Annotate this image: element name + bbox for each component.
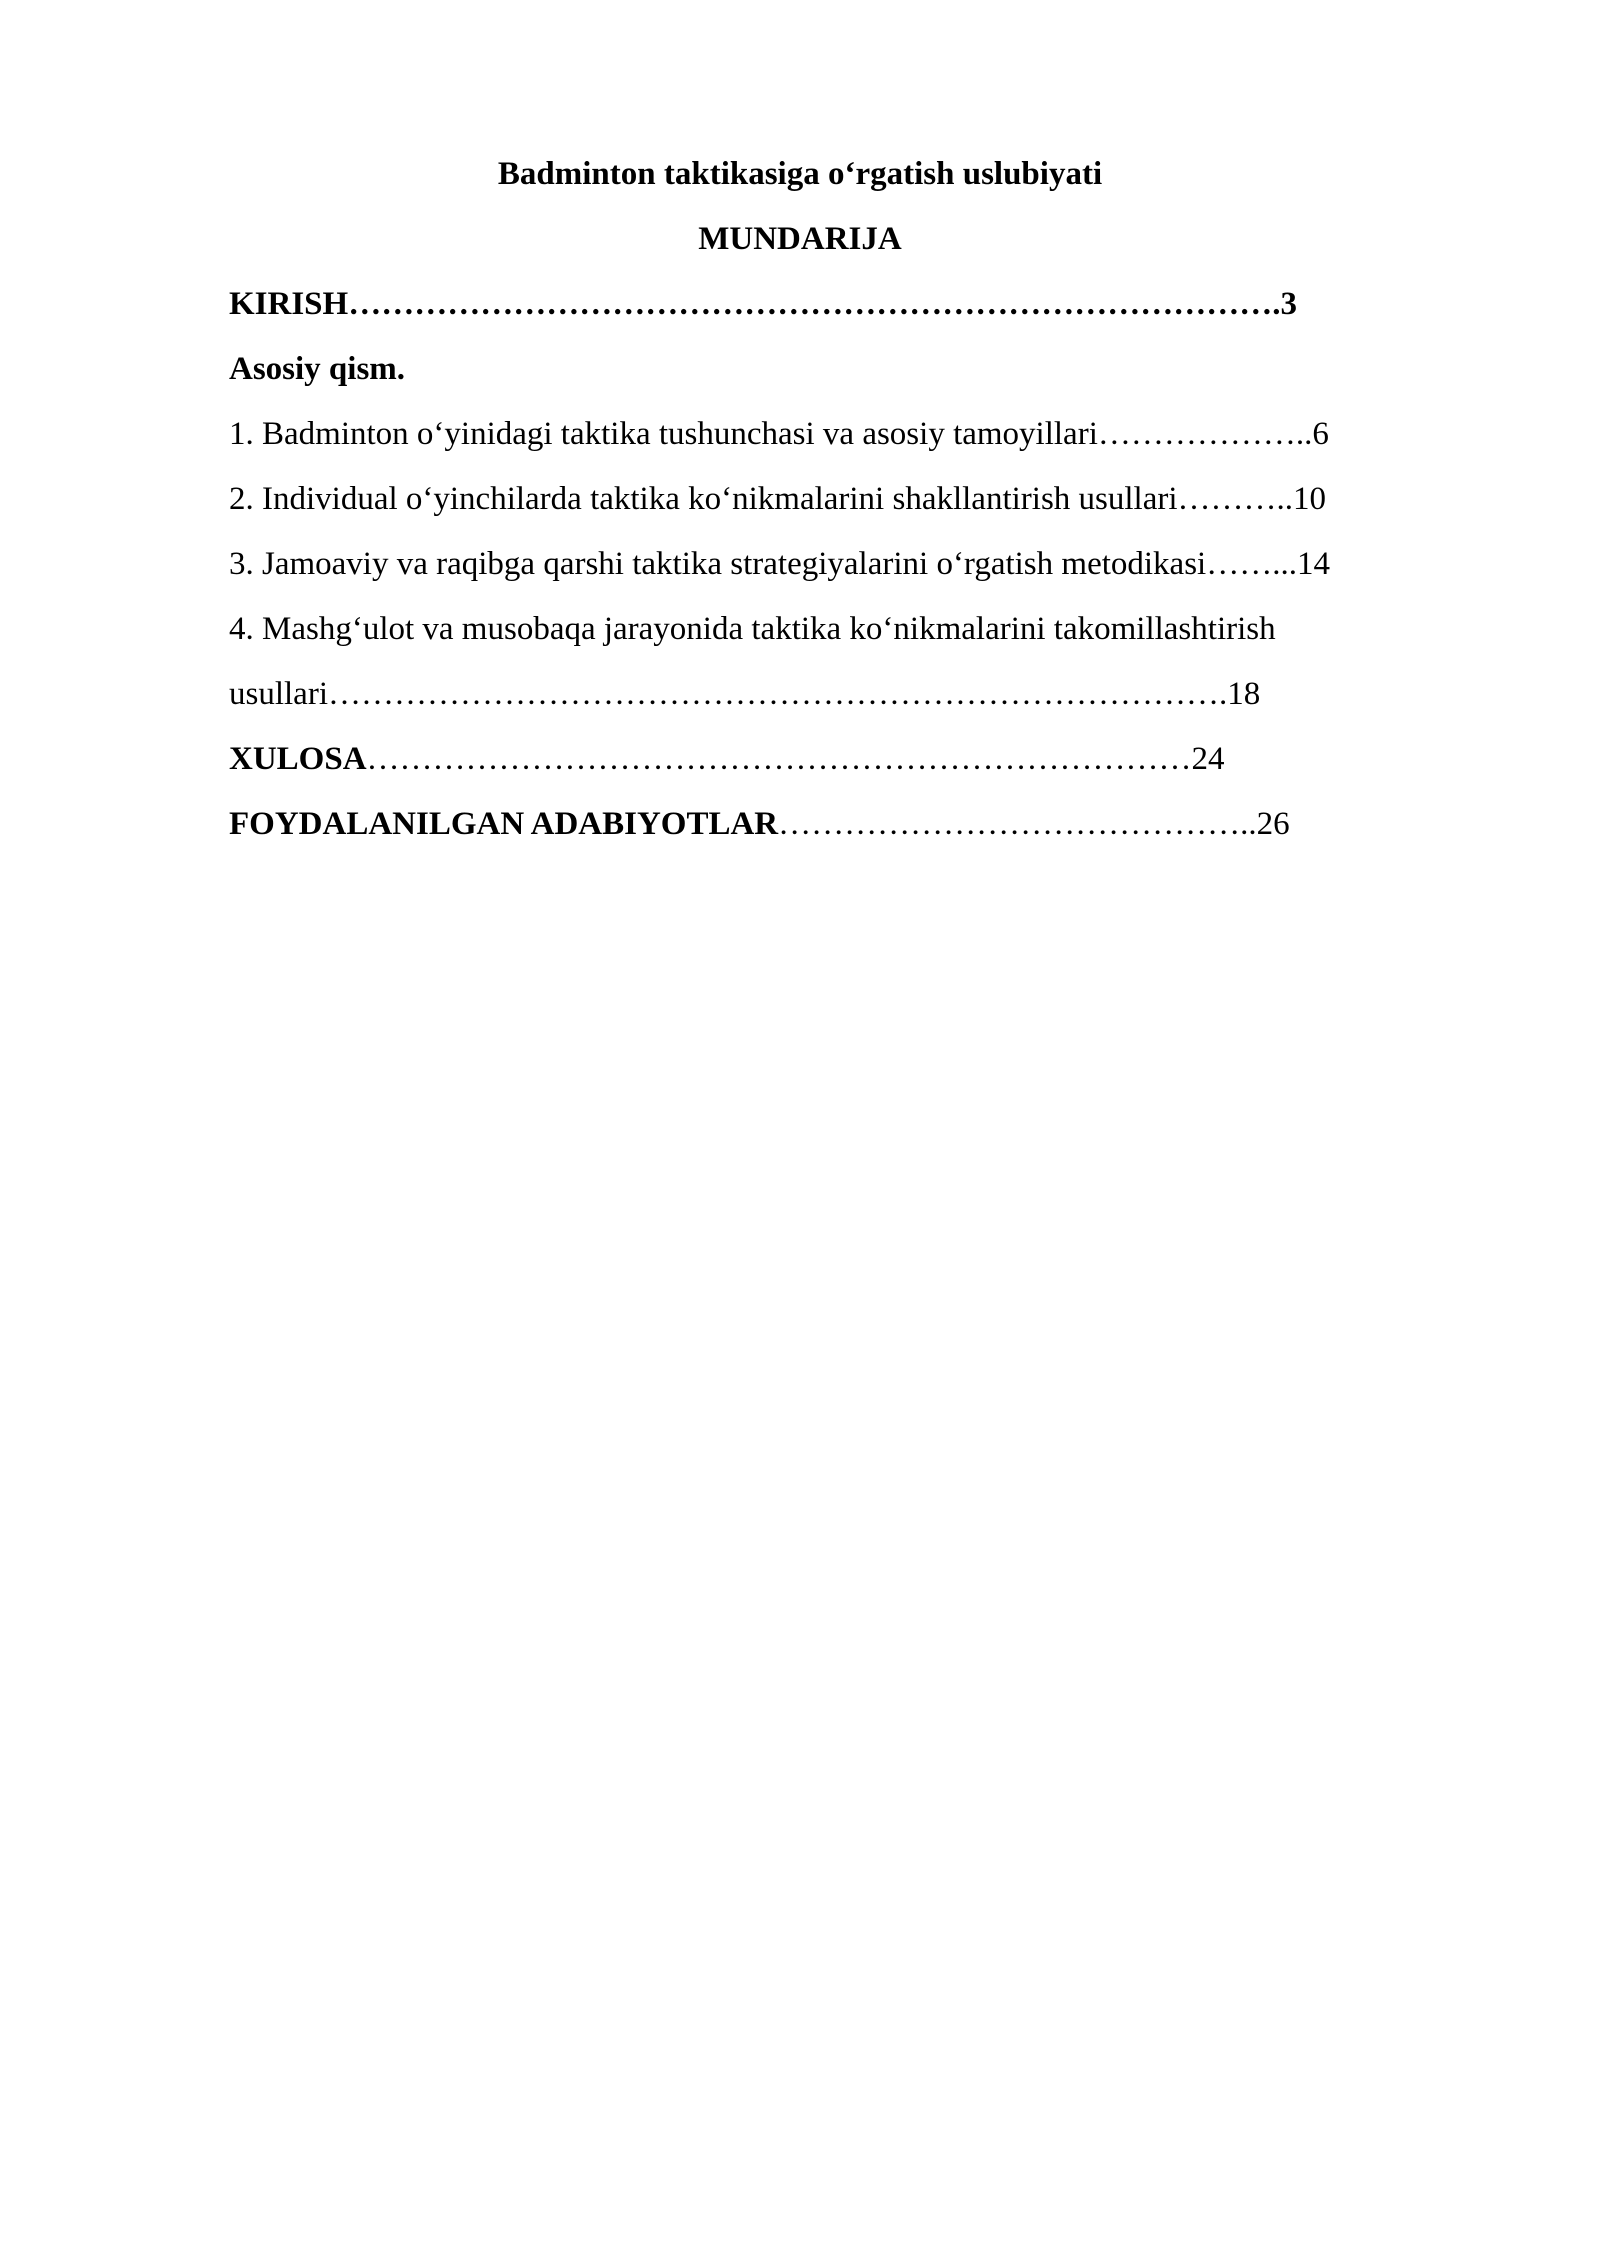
toc-entry-conclusion-leader: …………………………………………………………………24 bbox=[366, 741, 1225, 777]
toc-entry-conclusion bbox=[229, 739, 1225, 779]
toc-entry-references-label: FOYDALANILGAN ADABIYOTLAR bbox=[229, 806, 779, 842]
toc-entry-2: 2. Individual o‘yinchilarda taktika ko‘nikmalarini shakllantirish usullari………..10 bbox=[229, 481, 1327, 517]
document-title: Badminton taktikasiga o‘rgatish uslubiyati bbox=[497, 156, 1103, 192]
toc-entry-references bbox=[229, 804, 1290, 844]
toc-entry-4-line-2: usullari……………………………………………………………………….18 bbox=[229, 676, 1261, 712]
toc-entry-conclusion-label: XULOSA bbox=[229, 741, 367, 777]
toc-heading: MUNDARIJA bbox=[698, 221, 902, 257]
toc-entry-1: 1. Badminton o‘yinidagi taktika tushunchasi va asosiy tamoyillari………………..6 bbox=[229, 416, 1329, 452]
toc-entry-4-line-1: 4. Mashg‘ulot va musobaqa jarayonida taktika ko‘nikmalarini takomillashtirish bbox=[229, 611, 1276, 647]
toc-entry-references-leader: ……………………………………..26 bbox=[778, 806, 1290, 842]
toc-entry-intro: KIRISH………………………………………………………………………….3 bbox=[229, 286, 1297, 322]
toc-entry-3: 3. Jamoaviy va raqibga qarshi taktika strategiyalarini o‘rgatish metodikasi……...14 bbox=[229, 546, 1330, 582]
toc-section-main-part: Asosiy qism. bbox=[229, 351, 406, 387]
